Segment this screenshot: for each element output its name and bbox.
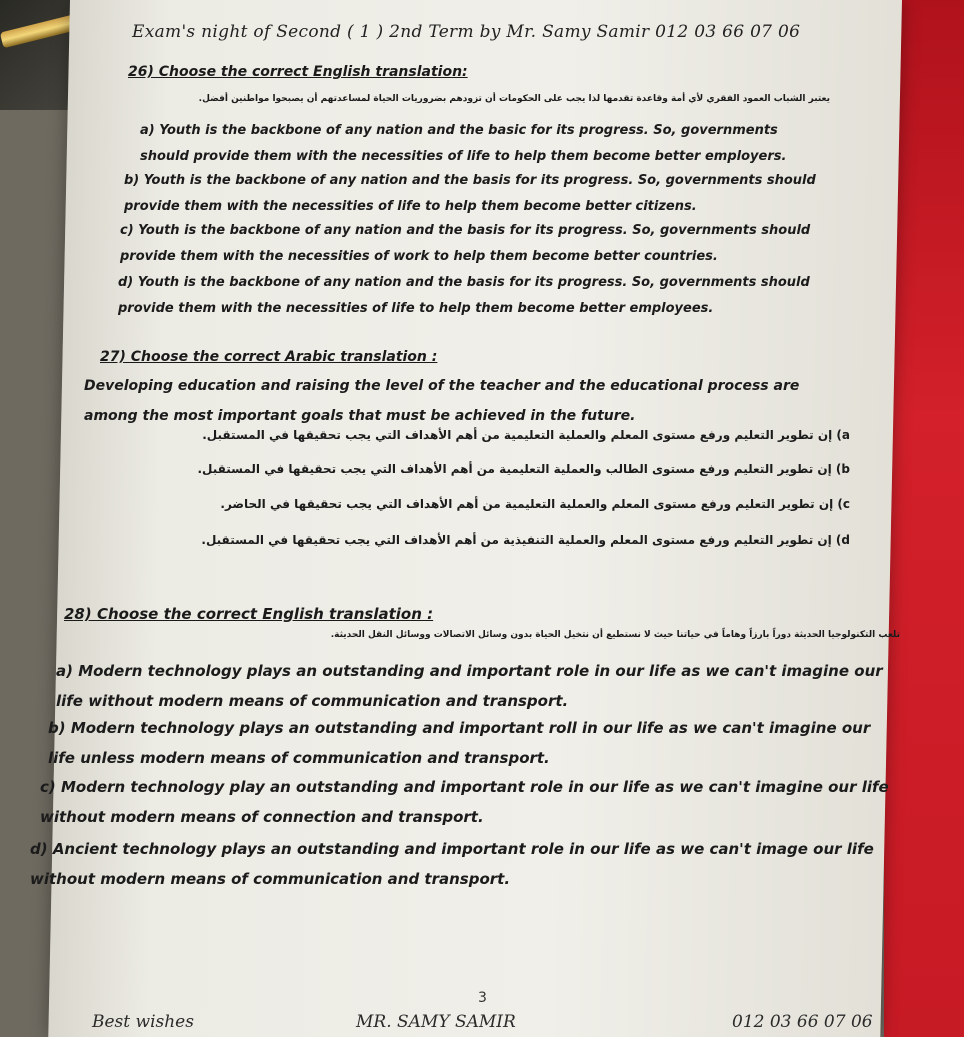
q26-title: 26) Choose the correct English translation: (128, 64, 468, 80)
q27-title: 27) Choose the correct Arabic translation : (100, 349, 438, 365)
q28-option-c[interactable]: c) Modern technology play an outstanding and important role in our life as we can't imagine our life without modern means of connection and transport. (40, 778, 889, 826)
q27-option-b[interactable]: b) إن تطوير التعليم ورفع مستوى الطالب والعملية التعليمية من أهم الأهداف التي يجب تحقيقها في المستقبل. (197, 462, 850, 476)
footer-phone-number: 012 03 66 07 06 (732, 1012, 873, 1032)
q28-option-a[interactable]: a) Modern technology plays an outstanding and important role in our life as we can't imagine our life without modern means of communication and transport. (56, 662, 883, 710)
q28-arabic-text: تلعب التكنولوجيا الحديثة دوراً بارزاً وهاماً في حياتنا حيث لا نستطيع أن نتخيل الحياة بدون وسائل الاتصالات ووسائل النقل الحديثة. (330, 630, 900, 640)
exam-header: Exam's night of Second ( 1 ) 2nd Term by Mr. Samy Samir 012 03 66 07 06 (132, 22, 801, 42)
footer-teacher-name: MR. SAMY SAMIR (356, 1012, 516, 1032)
q27-option-a[interactable]: a) إن تطوير التعليم ورفع مستوى المعلم والعملية التعليمية من أهم الأهداف التي يجب تحقيقها في المستقبل. (202, 428, 850, 442)
q27-option-d[interactable]: d) إن تطوير التعليم ورفع مستوى المعلم والعملية التنفيذية من أهم الأهداف التي يجب تحقيقها في المستقبل. (201, 533, 850, 547)
q28-title: 28) Choose the correct English translation : (64, 605, 434, 623)
page-number: 3 (478, 990, 487, 1006)
q26-option-a[interactable]: a) Youth is the backbone of any nation and the basic for its progress. So, governments should provide them with the necessities of life to help them become better employers. (140, 123, 787, 164)
q27-option-c[interactable]: c) إن تطوير التعليم ورفع مستوى المعلم والعملية التعليمية من أهم الأهداف التي يجب تحقيقها في الحاضر. (220, 497, 850, 511)
q26-option-b[interactable]: b) Youth is the backbone of any nation and the basis for its progress. So, governments should provide them with the necessities of life to help them become better citizens. (124, 173, 816, 214)
q27-english-text: Developing education and raising the level of the teacher and the educational process are among the most important goals that must be achieved in the future. (84, 378, 800, 424)
q26-arabic-text: يعتبر الشباب العمود الفقري لأي أمة وقاعدة تقدمها لذا يجب على الحكومات أن تزودهم بضروريات الحياة لمساعدتهم أن يصبحوا مواطنين أفضل. (198, 94, 830, 104)
footer-best-wishes: Best wishes (92, 1012, 194, 1032)
q26-option-c[interactable]: c) Youth is the backbone of any nation and the basis for its progress. So, governments should provide them with the necessities of work to help them become better countries. (120, 223, 811, 264)
q26-option-d[interactable]: d) Youth is the backbone of any nation and the basis for its progress. So, governments should provide them with the necessities of life to help them become better employees. (118, 275, 810, 316)
q28-option-d[interactable]: d) Ancient technology plays an outstanding and important role in our life as we can't image our life without modern means of communication and transport. (30, 840, 874, 888)
q28-option-b[interactable]: b) Modern technology plays an outstanding and important roll in our life as we can't imagine our life unless modern means of communication and transport. (48, 719, 871, 767)
